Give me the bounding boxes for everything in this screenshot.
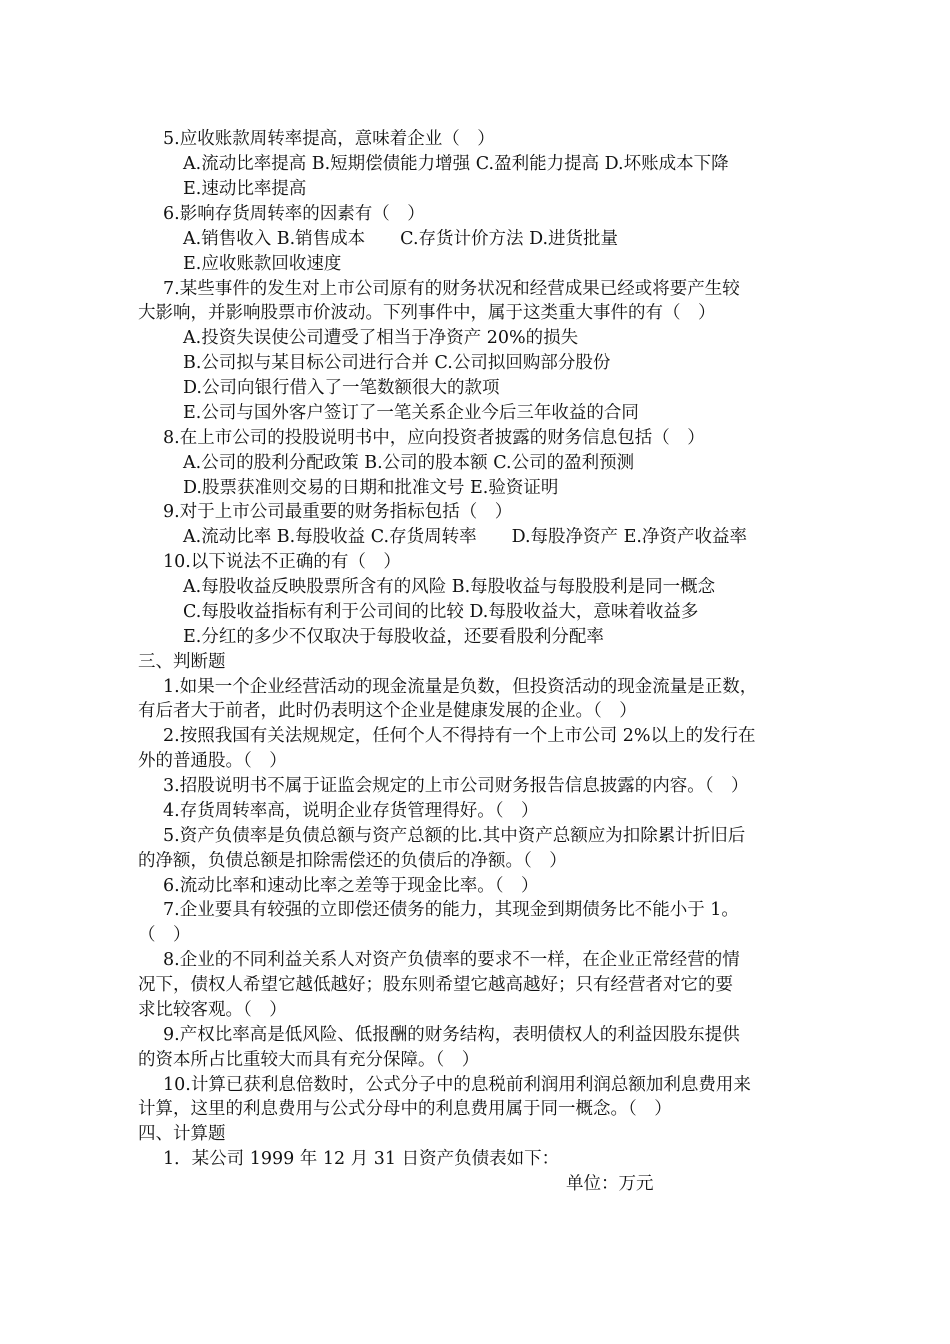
question-9-options: A.流动比率 B.每股收益 C.存货周转率 D.每股净资产 E.净资产收益率 (183, 527, 747, 547)
tf-5-cont: 的净额，负债总额是扣除需偿还的负债后的净额。（ ） (138, 851, 567, 871)
tf-10-cont: 计算，这里的利息费用与公式分母中的利息费用属于同一概念。（ ） (138, 1099, 672, 1119)
question-6: 6.影响存货周转率的因素有（ ） (163, 204, 425, 224)
question-7-option-e: E.公司与国外客户签订了一笔关系企业今后三年收益的合同 (183, 403, 639, 423)
question-10: 10.以下说法不正确的有（ ） (163, 552, 401, 572)
tf-8: 8.企业的不同利益关系人对资产负债率的要求不一样，在企业正常经营的情 (163, 950, 740, 970)
question-7-option-bc: B.公司拟与某目标公司进行合并 C.公司拟回购部分股份 (183, 353, 611, 373)
tf-5: 5.资产负债率是负债总额与资产总额的比.其中资产总额应为扣除累计折旧后 (163, 826, 746, 846)
question-10-option-e: E.分红的多少不仅取决于每股收益，还要看股利分配率 (183, 627, 604, 647)
question-6-options: A.销售收入 B.销售成本 C.存货计价方法 D.进货批量 (183, 229, 619, 249)
tf-1-cont: 有后者大于前者，此时仍表明这个企业是健康发展的企业。（ ） (138, 701, 637, 721)
tf-3: 3.招股说明书不属于证监会规定的上市公司财务报告信息披露的内容。（ ） (163, 776, 749, 796)
tf-8-cont-2: 求比较客观。（ ） (138, 1000, 287, 1020)
question-5: 5.应收账款周转率提高，意味着企业（ ） (163, 129, 495, 149)
question-6-option-e: E.应收账款回收速度 (183, 254, 342, 274)
question-7-option-d: D.公司向银行借入了一笔数额很大的款项 (183, 378, 500, 398)
tf-8-cont: 况下，债权人希望它越低越好；股东则希望它越高越好；只有经营者对它的要 (138, 975, 733, 995)
section-heading-true-false: 三、判断题 (138, 652, 226, 672)
tf-2-cont: 外的普通股。（ ） (138, 751, 287, 771)
question-8-options-2: D.股票获准则交易的日期和批准文号 E.验资证明 (183, 478, 559, 498)
tf-4: 4.存货周转率高，说明企业存货管理得好。（ ） (163, 801, 539, 821)
question-5-options: A.流动比率提高 B.短期偿债能力增强 C.盈利能力提高 D.坏账成本下降 (183, 154, 729, 174)
tf-10: 10.计算已获利息倍数时，公式分子中的息税前利润用利润总额加利息费用来 (163, 1075, 751, 1095)
tf-1: 1.如果一个企业经营活动的现金流量是负数，但投资活动的现金流量是正数， (163, 677, 758, 697)
tf-9: 9.产权比率高是低风险、低报酬的财务结构，表明债权人的利益因股东提供 (163, 1025, 740, 1045)
question-7-option-a: A.投资失误使公司遭受了相当于净资产 20%的损失 (183, 328, 579, 348)
question-10-options-2: C.每股收益指标有利于公司间的比较 D.每股收益大，意味着收益多 (183, 602, 699, 622)
question-10-options: A.每股收益反映股票所含有的风险 B.每股收益与每股股利是同一概念 (183, 577, 716, 597)
tf-7: 7.企业要具有较强的立即偿还债务的能力，其现金到期债务比不能小于 1。 (163, 900, 739, 920)
question-7-cont: 大影响，并影响股票市价波动。下列事件中，属于这类重大事件的有（ ） (138, 303, 716, 323)
section-heading-calculation: 四、计算题 (138, 1124, 226, 1144)
calc-1: 1．某公司 1999 年 12 月 31 日资产负债表如下： (163, 1149, 560, 1169)
question-8: 8.在上市公司的投股说明书中，应向投资者披露的财务信息包括（ ） (163, 428, 705, 448)
question-9: 9.对于上市公司最重要的财务指标包括（ ） (163, 502, 513, 522)
tf-6: 6.流动比率和速动比率之差等于现金比率。（ ） (163, 876, 539, 896)
unit-label: 单位：万元 (566, 1174, 654, 1194)
question-5-option-e: E.速动比率提高 (183, 179, 307, 199)
tf-9-cont: 的资本所占比重较大而具有充分保障。（ ） (138, 1050, 480, 1070)
question-8-options: A.公司的股利分配政策 B.公司的股本额 C.公司的盈利预测 (183, 453, 635, 473)
tf-7-cont: （ ） (138, 925, 191, 945)
tf-2: 2.按照我国有关法规规定，任何个人不得持有一个上市公司 2%以上的发行在 (163, 726, 756, 746)
question-7: 7.某些事件的发生对上市公司原有的财务状况和经营成果已经或将要产生较 (163, 279, 740, 299)
